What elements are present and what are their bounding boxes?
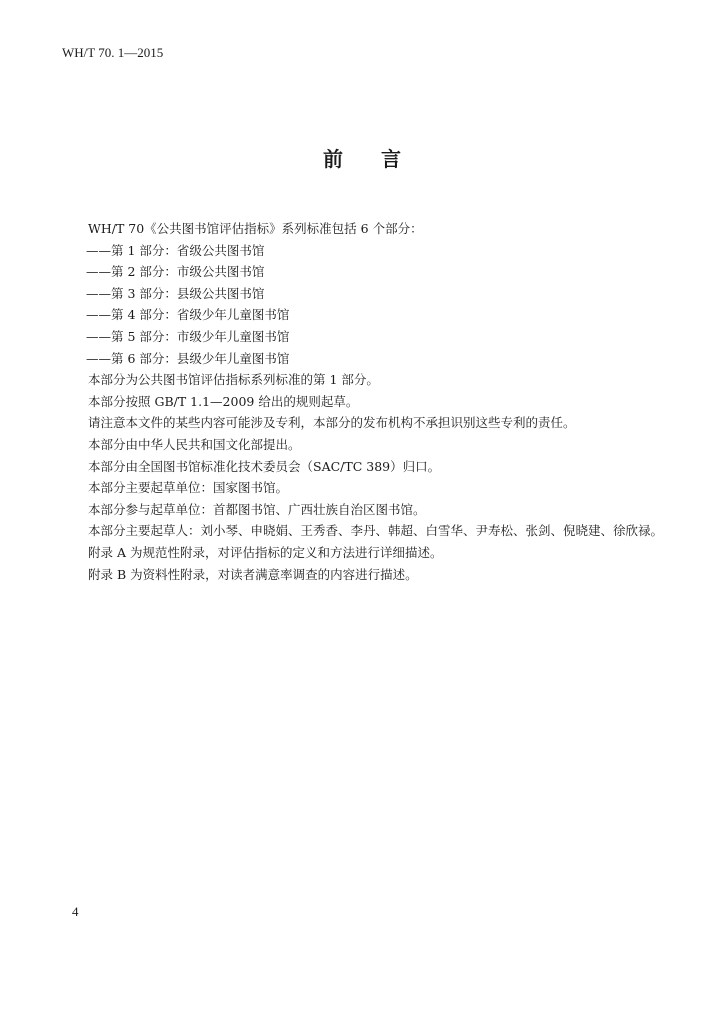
list-item-part-6: ——第 6 部分：县级少年儿童图书馆 xyxy=(86,350,290,366)
paragraph-part-scope: 本部分为公共图书馆评估指标系列标准的第 1 部分。 xyxy=(88,372,379,388)
paragraph-annex-b: 附录 B 为资料性附录，对读者满意率调查的内容进行描述。 xyxy=(88,566,418,582)
list-item-part-3: ——第 3 部分：县级公共图书馆 xyxy=(86,285,265,301)
paragraph-main-drafter-org: 本部分主要起草单位：国家图书馆。 xyxy=(88,480,289,496)
paragraph-drafting-rules: 本部分按照 GB/T 1.1—2009 给出的规则起草。 xyxy=(88,393,359,409)
foreword-body xyxy=(88,218,688,585)
paragraph-proposed-by: 本部分由中华人民共和国文化部提出。 xyxy=(88,436,301,452)
list-item-part-1: ——第 1 部分：省级公共图书馆 xyxy=(86,242,265,258)
list-item-part-5: ——第 5 部分：市级少年儿童图书馆 xyxy=(86,328,290,344)
paragraph-series-intro: WH/T 70《公共图书馆评估指标》系列标准包括 6 个部分： xyxy=(88,221,423,236)
paragraph-committee: 本部分由全国图书馆标准化技术委员会（SAC/TC 389）归口。 xyxy=(88,458,441,474)
list-item-part-2: ——第 2 部分：市级公共图书馆 xyxy=(86,264,265,280)
paragraph-patent-notice: 请注意本文件的某些内容可能涉及专利，本部分的发布机构不承担识别这些专利的责任。 xyxy=(88,415,576,431)
page-number: 4 xyxy=(72,904,79,919)
standard-code-header: WH/T 70. 1—2015 xyxy=(62,45,164,60)
paragraph-main-drafters: 本部分主要起草人：刘小琴、申晓娟、王秀香、李丹、韩超、白雪华、尹寿松、张剑、倪晓建、徐欣禄。 xyxy=(88,523,664,539)
paragraph-participating-orgs: 本部分参与起草单位：首都图书馆、广西壮族自治区图书馆。 xyxy=(88,501,426,517)
paragraph-annex-a: 附录 A 为规范性附录，对评估指标的定义和方法进行详细描述。 xyxy=(88,544,443,560)
page-title: 前言 xyxy=(323,147,439,171)
list-item-part-4: ——第 4 部分：省级少年儿童图书馆 xyxy=(86,307,290,323)
